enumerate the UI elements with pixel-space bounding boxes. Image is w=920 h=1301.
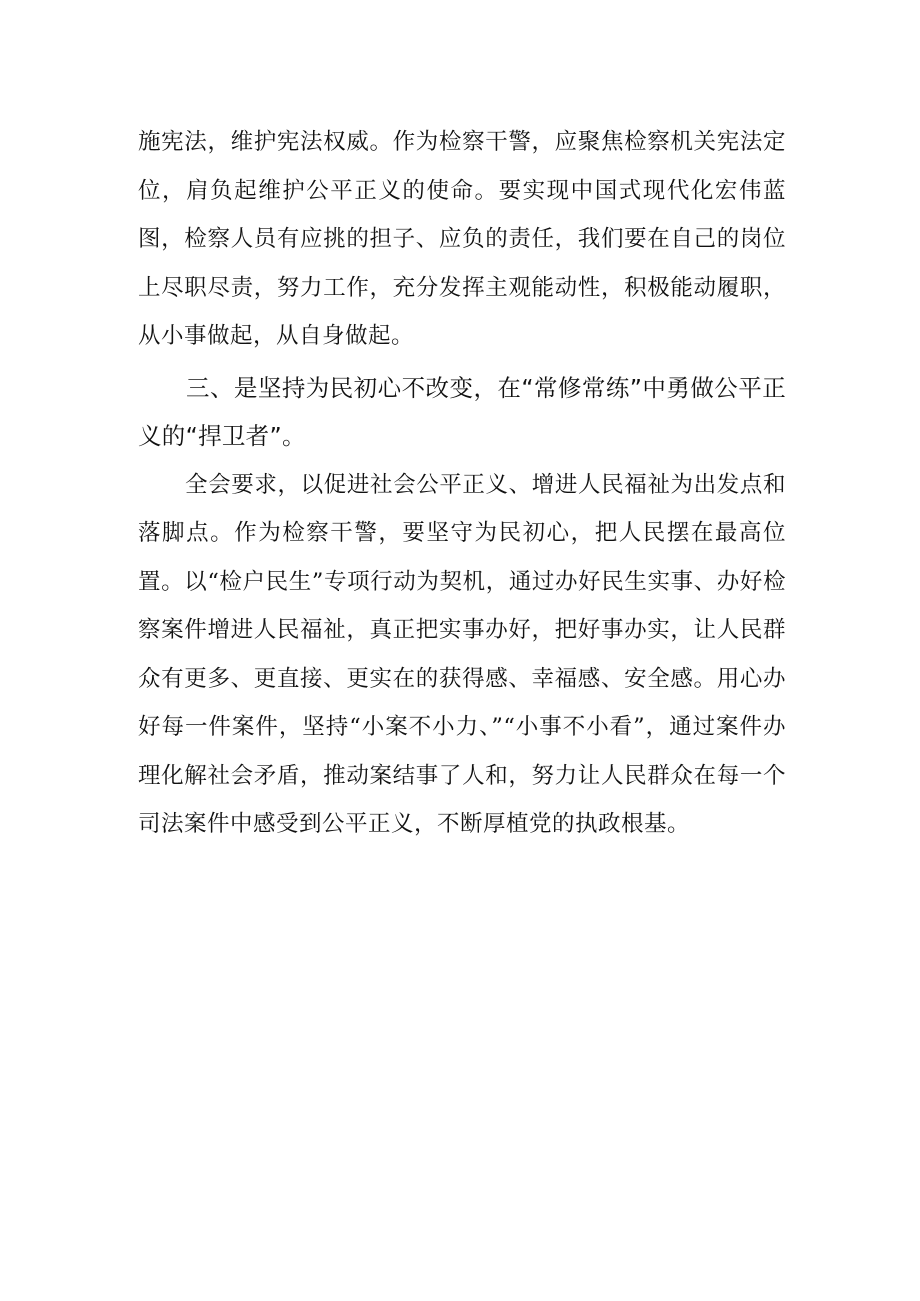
section-heading-three: 三、是坚持为民初心不改变，在“常修常练”中勇做公平正义的“捍卫者”。 [138, 373, 786, 450]
paragraph-section-three: 全会要求，以促进社会公平正义、增进人民福祉为出发点和落脚点。作为检察干警，要坚守为民初心，把人民摆在最高位置。以“检户民生”专项行动为契机，通过办好民生实事、办好检察案件增进人民福祉，真正把实事办好，把好事办实，让人民群众有更多、更直接、更实在的获得感、幸福感、安全感。用心办好每一件案件，坚持“小案不小力、”“小事不小看”，通过案件办理化解社会矛盾，推动案结事了人和，努力让人民群众在每一个司法案件中感受到公平正义，不断厚植党的执政根基。 [138, 471, 786, 837]
document-body [138, 118, 786, 849]
paragraph-continuation: 施宪法，维护宪法权威。作为检察干警，应聚焦检察机关宪法定位，肩负起维护公平正义的使命。要实现中国式现代化宏伟蓝图，检察人员有应挑的担子、应负的责任，我们要在自己的岗位上尽职尽责，努力工作，充分发挥主观能动性，积极能动履职，从小事做起，从自身做起。 [138, 129, 786, 349]
